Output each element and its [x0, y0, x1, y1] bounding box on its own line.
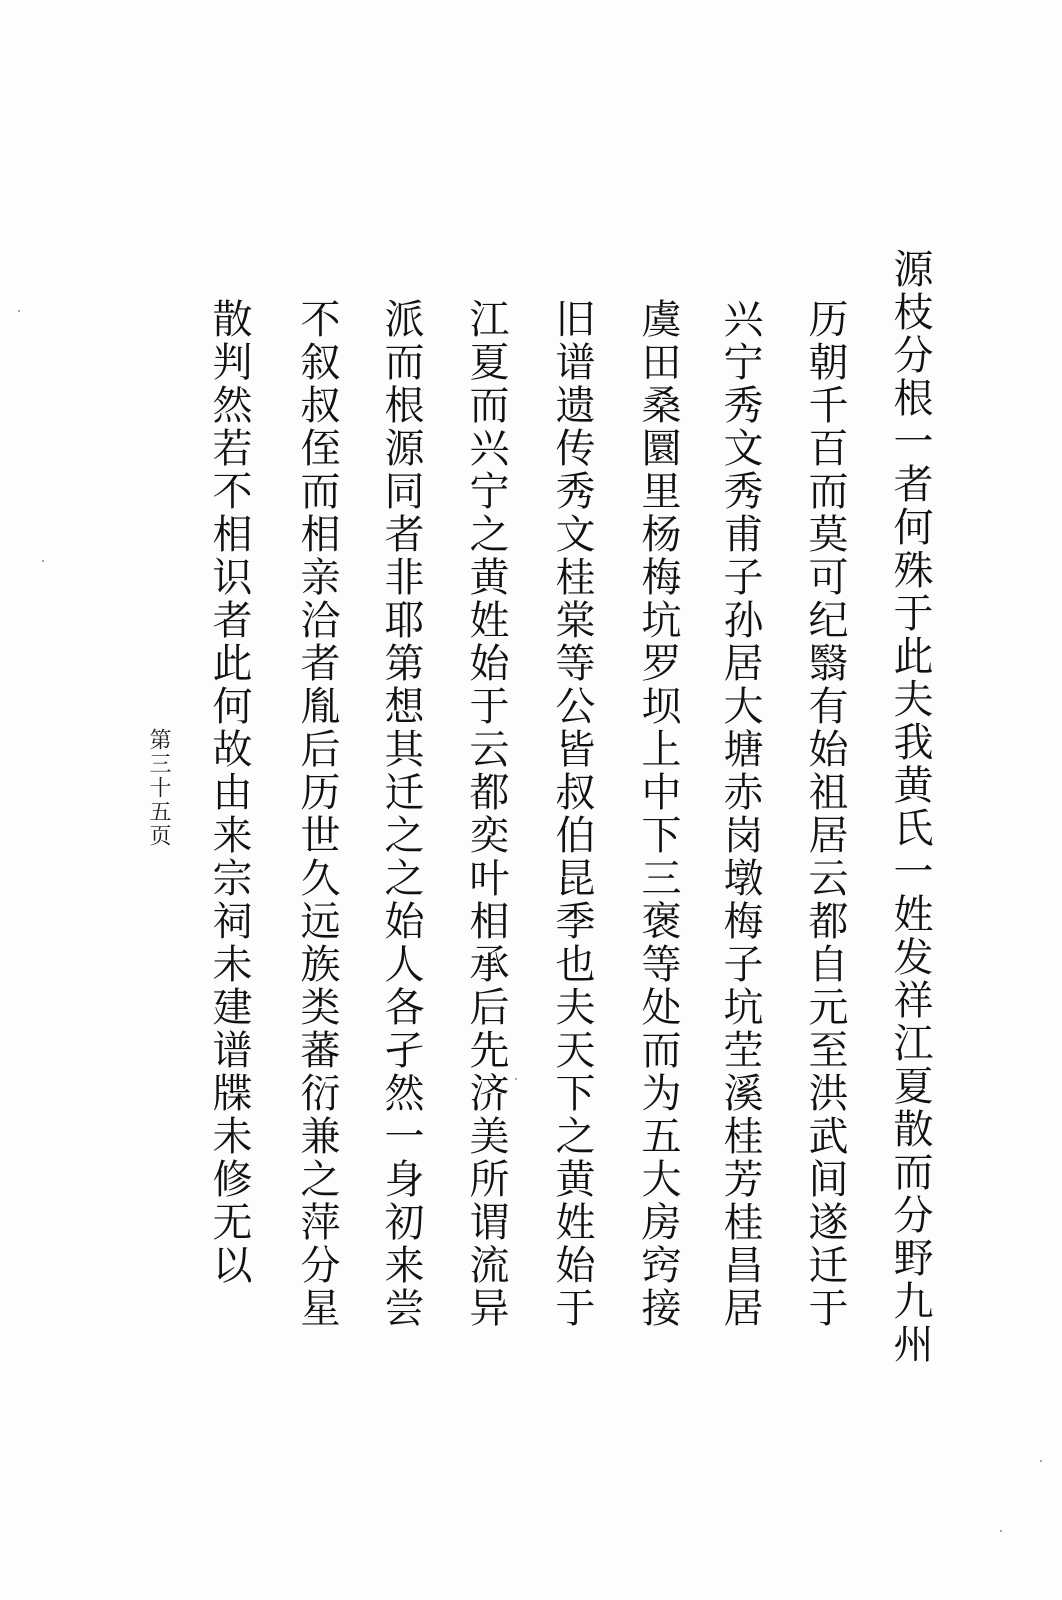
- scan-speck: [1040, 1460, 1042, 1462]
- text-column-5: 旧谱遗传秀文桂棠等公皆叔伯昆季也夫天下之黄姓始于: [549, 298, 595, 1330]
- text-column-7: 派而根源同者非耶第想其迁之之始人各孑然一身初来尝: [378, 298, 424, 1330]
- text-column-3: 兴宁秀文秀甫子孙居大塘赤岗墩梅子坑茔溪桂芳桂昌居: [717, 298, 763, 1330]
- scan-speck: [18, 310, 20, 312]
- text-column-6: 江夏而兴宁之黄姓始于云都奕叶相承后先济美所谓流异: [463, 298, 509, 1330]
- page-number: 第三十五页: [146, 728, 171, 848]
- text-column-4: 虞田桑圜里杨梅坑罗坝上中下三褒等处而为五大房窍接: [635, 298, 681, 1330]
- text-column-1: 源枝分根一者何殊于此夫我黄氏一姓发祥江夏散而分野九州: [887, 248, 933, 1366]
- text-column-2: 历朝千百而莫可纪翳有始祖居云都自元至洪武间遂迁于: [802, 298, 848, 1330]
- text-column-9: 散判然若不相识者此何故由来宗祠未建谱牒未修无以: [206, 298, 252, 1287]
- scan-speck: [42, 560, 44, 562]
- scan-speck: [515, 1078, 517, 1080]
- text-column-8: 不叙叔侄而相亲洽者胤后历世久远族类蕃衍兼之萍分星: [294, 298, 340, 1330]
- scan-speck: [1000, 1530, 1002, 1532]
